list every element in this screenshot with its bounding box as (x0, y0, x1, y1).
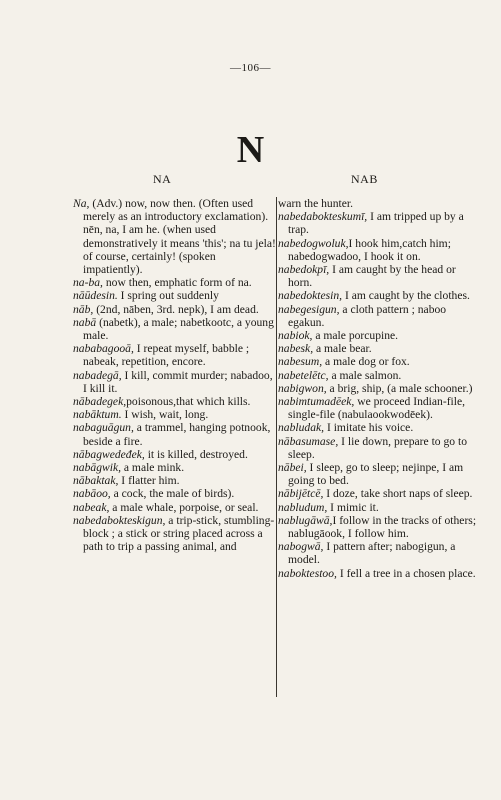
entry-headword: nabesum, (278, 355, 323, 369)
section-letter: N (236, 129, 265, 171)
entry-headword: nābijētcē, (278, 487, 324, 501)
entry-definition: a trammel, hanging potnook, beside a fire. (83, 421, 271, 448)
entry-headword: nabedogwoluk, (278, 236, 349, 250)
entry-headword: nababagooā, (73, 342, 134, 356)
entry-headword: nabogwā, (278, 540, 324, 554)
dictionary-entry (73, 461, 276, 474)
dictionary-entry (278, 329, 481, 342)
entry-definition: I mimic it. (327, 500, 379, 514)
dictionary-entry (73, 342, 276, 368)
entry-definition: I lie down, prepare to go to sleep. (288, 434, 468, 461)
entry-headword: nabetelētc, (278, 368, 329, 382)
entry-definition: I wish, wait, long. (121, 408, 209, 422)
dictionary-entry (73, 369, 276, 395)
entry-headword: nabadegā, (73, 368, 122, 382)
entry-headword: nabāgwik, (73, 461, 121, 475)
entry-headword: nabesk, (278, 342, 314, 356)
dictionary-entry (73, 276, 276, 289)
column-divider (276, 197, 277, 697)
entry-definition: I am caught by the head or horn. (288, 263, 456, 290)
entry-definition: I fell a tree in a chosen place. (336, 566, 476, 580)
entry-headword: nabedabokteskigun, (73, 513, 166, 527)
dictionary-entry (73, 316, 276, 342)
entry-definition: (2nd, nāben, 3rd. nepk), I am dead. (93, 302, 259, 316)
entry-headword: nābasumase, (278, 434, 339, 448)
entry-headword: nabā (73, 315, 97, 329)
entry-headword: nabāktum. (73, 408, 122, 422)
entry-headword: na-ba, (73, 276, 103, 290)
entry-headword: nabiok, (278, 329, 313, 343)
right-column-header: NAB (351, 172, 378, 186)
right-column (278, 197, 481, 580)
entry-definition: I kill, commit murder; nabadoo, I kill it. (83, 368, 273, 395)
dictionary-entry (73, 303, 276, 316)
entry-headword: nabegesigun, (278, 302, 340, 316)
entry-headword: nabludum, (278, 500, 328, 514)
dictionary-entry (278, 461, 481, 487)
entry-headword: nabaguāgun, (73, 421, 134, 435)
entry-definition: I doze, take short naps of sleep. (323, 487, 473, 501)
entry-definition: a trip-stick, stumbling-block ; a stick or string placed across a path to trip a passing animal, and (83, 513, 275, 554)
entry-definition: I follow in the tracks of others; nablugāook, I follow him. (288, 513, 477, 541)
entry-definition: I hook him,catch him; nabedogwadoo, I hook it on. (288, 236, 451, 263)
dictionary-entry (278, 237, 481, 263)
dictionary-entry (73, 448, 276, 461)
entry-definition: I spring out suddenly (117, 289, 219, 303)
entry-definition: a cloth pattern ; naboo egakun. (288, 302, 447, 329)
entry-definition: a male salmon. (328, 368, 402, 382)
dictionary-entry (278, 501, 481, 514)
entry-headword: nabeak, (73, 500, 110, 514)
entry-headword: nabigwon, (278, 381, 327, 395)
dictionary-entry (278, 263, 481, 289)
entry-definition: a male porcupine. (312, 329, 399, 343)
dictionary-entry (73, 474, 276, 487)
entry-definition: a male whale, porpoise, or seal. (109, 500, 259, 514)
entry-definition: a brig, ship, (a male schooner.) (326, 381, 473, 395)
entry-definition: (nabetk), a male; nabetkootc, a young male. (83, 315, 274, 343)
entry-headword: nabludak, (278, 421, 325, 435)
entry-headword: nābadegek, (73, 395, 127, 409)
entry-definition: I flatter him. (118, 474, 180, 488)
entry-definition: I am caught by the clothes. (342, 289, 470, 303)
entry-headword: nābei, (278, 461, 307, 475)
dictionary-entry (278, 210, 481, 236)
dictionary-entry (73, 514, 276, 554)
entry-definition: a cock, the male of birds). (110, 487, 235, 501)
dictionary-entry (73, 421, 276, 447)
dictionary-entry (73, 487, 276, 500)
entry-headword: nāb, (73, 302, 94, 316)
entry-headword: nabedokpī, (278, 263, 330, 277)
dictionary-entry (73, 395, 276, 408)
entry-headword: nabedabokteskumī, (278, 210, 368, 224)
dictionary-entry (278, 197, 481, 210)
dictionary-entry (73, 197, 276, 276)
dictionary-entry (278, 435, 481, 461)
entry-definition: we proceed Indian-file, single-file (nabulaookwodēek). (288, 395, 466, 422)
entry-definition: warn the hunter. (278, 197, 354, 210)
entry-headword: Na, (73, 197, 90, 210)
entry-definition: poisonous,that which kills. (126, 395, 251, 409)
entry-definition: I imitate his voice. (324, 421, 414, 435)
dictionary-entry (278, 369, 481, 382)
entry-definition: now then, emphatic form of na. (102, 276, 252, 290)
entry-definition: I sleep, go to sleep; nejinpe, I am going to bed. (288, 461, 464, 488)
entry-definition: I repeat myself, babble ; nabeak, repetition, encore. (83, 342, 250, 369)
entry-definition: a male bear. (313, 342, 372, 356)
entry-headword: nablugāwā, (278, 513, 333, 527)
entry-headword: nabāoo, (73, 487, 111, 501)
dictionary-entry (278, 289, 481, 302)
dictionary-entry (278, 540, 481, 566)
entry-definition: a male mink. (120, 461, 185, 475)
entry-headword: naboktestoo, (278, 566, 337, 580)
dictionary-entry (278, 487, 481, 500)
dictionary-entry (278, 355, 481, 368)
entry-definition: a male dog or fox. (322, 355, 410, 369)
entry-headword: nābagwedeđek, (73, 447, 145, 461)
entry-definition: (Adv.) now, now then. (Often used merely as an introductory exclamation). nēn, na, I am he. (when used demonstratively it means 'this'; na tu jela! of course, certainly! (spoken impatiently). (83, 197, 276, 277)
page-number: —106— (230, 62, 271, 74)
dictionary-entry (73, 289, 276, 302)
dictionary-entry (278, 514, 481, 540)
dictionary-entry (73, 501, 276, 514)
dictionary-entry (278, 421, 481, 434)
entry-headword: nāūdesin. (73, 289, 118, 303)
entry-headword: nābaktak, (73, 474, 119, 488)
dictionary-entry (278, 395, 481, 421)
left-column (73, 197, 276, 553)
left-column-header: NA (153, 172, 172, 186)
entry-definition: I am tripped up by a trap. (288, 210, 464, 237)
dictionary-entry (278, 303, 481, 329)
dictionary-entry (278, 567, 481, 580)
entry-definition: it is killed, destroyed. (144, 447, 248, 461)
dictionary-entry (278, 382, 481, 395)
dictionary-entry (73, 408, 276, 421)
entry-definition: I pattern after; nabogigun, a model. (288, 540, 456, 567)
entry-headword: nabimtumadēek, (278, 395, 355, 409)
entry-headword: nabedoktesin, (278, 289, 343, 303)
dictionary-entry (278, 342, 481, 355)
